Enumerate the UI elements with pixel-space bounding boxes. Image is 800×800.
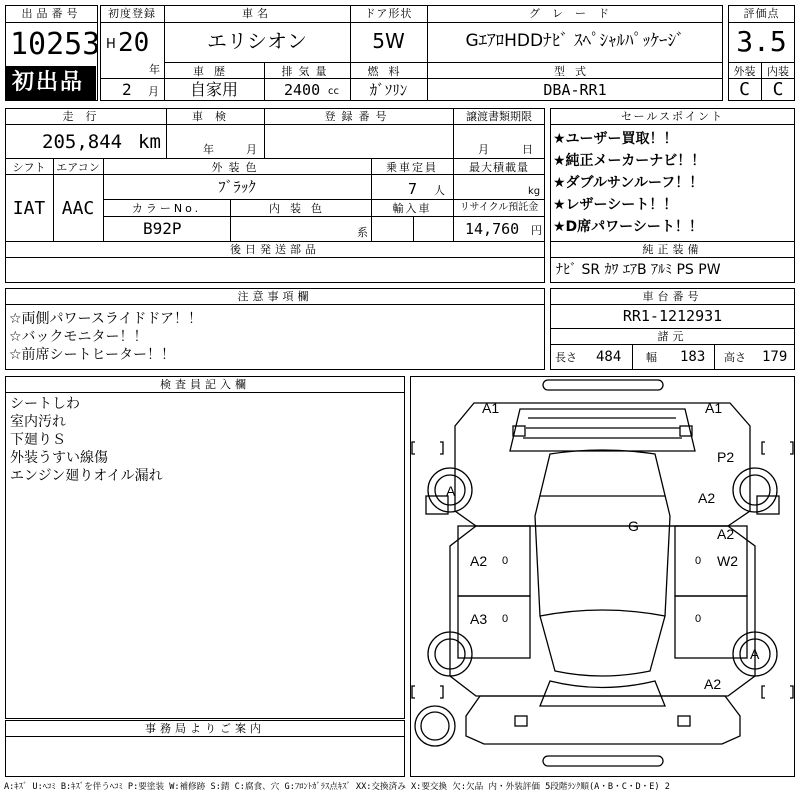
inspection-label: 車検 — [192, 110, 238, 123]
inspector-note-2: 室内汚れ — [10, 414, 66, 430]
mark-zero-3: 0 — [502, 613, 509, 625]
history: 自家用 — [189, 80, 238, 99]
year-unit: 年 — [149, 63, 160, 76]
mark-front-door-right: A2 — [717, 526, 735, 542]
int-color-unit: 系 — [357, 226, 368, 239]
ext-color-label: 外装色 — [211, 161, 263, 174]
caution-label: 注意事項欄 — [237, 290, 313, 303]
caution-item-2: ☆バックモニター！！ — [9, 329, 148, 345]
first-listing-badge — [6, 66, 96, 100]
mark-front-right: A1 — [705, 400, 723, 416]
dims-label: 諸元 — [657, 330, 688, 343]
capacity: 7 — [408, 180, 418, 198]
ext-color: ﾌﾞﾗｯｸ — [218, 178, 256, 196]
score: 3.5 — [736, 25, 787, 58]
exterior-grade: C — [739, 79, 750, 100]
displacement-label: 排気量 — [281, 65, 333, 78]
transfer-day: 日 — [522, 143, 533, 156]
int-color-label: 内装色 — [269, 202, 332, 215]
inspector-note-5: エンジン廻りオイル漏れ — [10, 468, 163, 484]
capacity-label: 乗車定員 — [386, 161, 438, 174]
mileage: 205,844 — [42, 131, 123, 153]
mileage-label: 走行 — [62, 110, 109, 123]
sales-points-label: セールスポイント — [620, 110, 724, 123]
era: H — [106, 37, 116, 52]
displacement: 2400 — [284, 81, 321, 99]
mark-roof: G — [628, 518, 639, 534]
chassis-label: 車台番号 — [642, 290, 703, 303]
mark-front-left: A1 — [482, 400, 500, 416]
aircon-label: エアコン — [56, 161, 100, 174]
interior-grade: C — [772, 79, 784, 100]
equipment-text: ﾅﾋﾞ SR ｶﾜ ｴｱB ｱﾙﾐ PS PW — [556, 262, 721, 278]
inspector-label: 検査員記入欄 — [160, 378, 250, 391]
fuel: ｶﾞｿﾘﾝ — [369, 81, 408, 99]
mark-front-fender-right: P2 — [717, 449, 735, 465]
mark-front-door-right2: W2 — [717, 553, 738, 569]
recycle-amount: 14,760 — [465, 220, 520, 238]
interior-label: 内装 — [767, 65, 789, 78]
mark-rear-door-left: A3 — [470, 611, 488, 627]
width: 183 — [680, 349, 706, 365]
car-name: エリシオン — [207, 29, 307, 53]
mark-zero-2: 0 — [695, 555, 702, 567]
office-label: 事務局よりご案内 — [145, 722, 265, 735]
inspection-month: 月 — [246, 143, 257, 156]
first-reg-label: 初度登録 — [108, 7, 156, 20]
inspector-note-3: 下廻りＳ — [10, 432, 66, 448]
height-label: 高さ — [724, 351, 746, 364]
caution-item-1: ☆両側パワースライドドア！！ — [9, 311, 203, 327]
door-label: ドア形状 — [364, 7, 413, 20]
model-label: 型式 — [554, 65, 596, 78]
sales-point-4: ★レザーシート！！ — [553, 197, 678, 213]
transfer-label: 譲渡書類期限 — [466, 110, 532, 123]
load-label: 最大積載量 — [469, 161, 529, 174]
car-diagram — [410, 376, 795, 777]
reg-month: 2 — [122, 80, 132, 99]
reg-year: 20 — [118, 28, 150, 58]
aircon: AAC — [61, 198, 95, 219]
inspector-note-1: シートしわ — [10, 396, 80, 412]
sales-point-3: ★ダブルサンルーフ！！ — [553, 175, 704, 191]
sales-point-1: ★ユーザー買取！！ — [553, 131, 678, 147]
later-parts-label: 後日発送部品 — [230, 243, 320, 256]
transfer-month: 月 — [478, 143, 489, 156]
displacement-unit: cc — [328, 86, 339, 97]
shift: IAT — [12, 198, 46, 219]
sales-point-5: ★D席パワーシート！！ — [553, 219, 703, 235]
fuel-label: 燃料 — [367, 65, 410, 78]
color-no-label: カラーNo. — [131, 202, 202, 215]
model: DBA-RR1 — [543, 81, 607, 99]
mark-front-wheel-left: A — [446, 483, 456, 499]
equipment-label: 純正装備 — [642, 243, 703, 256]
height: 179 — [762, 349, 788, 365]
first-listing-text: 初出品 — [12, 70, 85, 95]
length: 484 — [596, 349, 622, 365]
lot-number: 10253 — [10, 27, 101, 62]
score-label: 評価点 — [743, 7, 780, 20]
mark-rear-right: A2 — [704, 676, 722, 692]
legend: A:ｷｽﾞ U:ﾍｺﾐ B:ｷｽﾞを伴うﾍｺﾐ P:要塗装 W:補修跡 S:錆 C:腐食、穴 G:ﾌﾛﾝﾄｶﾞﾗｽ点ｷｽﾞ XX:交換済み X:要交換 欠:欠品 内・外装評価 5段階ﾗﾝｸ順(A・B・C・D・E) 2 — [4, 782, 670, 792]
color-no: B92P — [143, 219, 182, 238]
grade-label: グレード — [529, 7, 621, 20]
car-name-label: 車名 — [242, 7, 272, 20]
door-type: 5W — [372, 29, 405, 53]
sales-point-2: ★純正メーカーナビ！！ — [553, 153, 706, 169]
mark-zero-1: 0 — [502, 555, 509, 567]
month-unit: 月 — [148, 85, 159, 98]
length-label: 長さ — [555, 351, 577, 364]
exterior-label: 外装 — [733, 65, 756, 78]
caution-item-3: ☆前席シートヒーター！！ — [9, 347, 175, 363]
history-label: 車歴 — [193, 65, 235, 78]
lot-label: 出品番号 — [21, 7, 82, 20]
mileage-unit: km — [138, 131, 161, 153]
chassis-number: RR1-1212931 — [622, 307, 723, 325]
recycle-label: リサイクル預託金 — [459, 202, 539, 213]
recycle-unit: 円 — [531, 224, 542, 237]
import-label: 輸入車 — [392, 202, 432, 215]
shift-label: シフト — [12, 161, 46, 174]
grade: GｴｱﾛHDDﾅﾋﾞ ｽﾍﾟｼｬﾙﾊﾟｯｹｰｼﾞ — [465, 31, 685, 51]
load-unit: kg — [528, 186, 541, 197]
mark-front-door-left: A2 — [470, 553, 488, 569]
inspection-year: 年 — [203, 143, 214, 156]
inspector-note-4: 外装うすい線傷 — [10, 450, 108, 466]
mark-rear-wheel-right: A — [750, 646, 760, 662]
width-label: 幅 — [646, 351, 657, 364]
mark-zero-4: 0 — [695, 613, 702, 625]
capacity-unit: 人 — [434, 184, 445, 197]
reg-no-label: 登録番号 — [324, 110, 393, 123]
mark-front-fender-right2: A2 — [698, 490, 716, 506]
